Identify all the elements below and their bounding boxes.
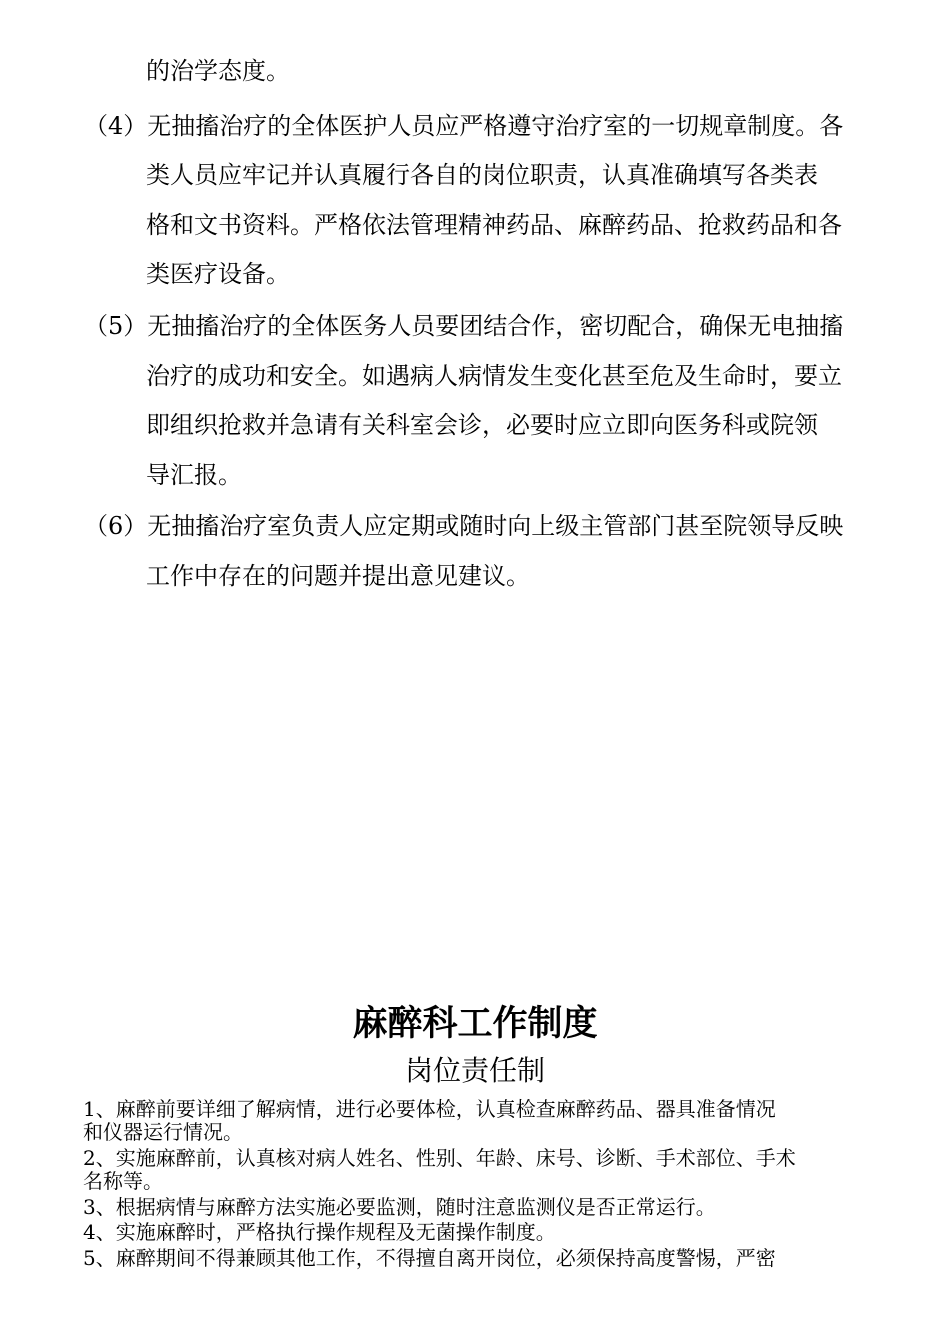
list-item: 2、实施麻醉前，认真核对病人姓名、性别、年龄、床号、诊断、手术部位、手术 bbox=[83, 1146, 796, 1170]
text-line: 即组织抢救并急请有关科室会诊，必要时应立即向医务科或院领 bbox=[146, 411, 818, 439]
list-item: 5、麻醉期间不得兼顾其他工作，不得擅自离开岗位，必须保持高度警惕，严密 bbox=[83, 1246, 776, 1270]
text-line: （5）无抽搐治疗的全体医务人员要团结合作，密切配合，确保无电抽搐 bbox=[84, 312, 844, 340]
text-line: 格和文书资料。严格依法管理精神药品、麻醉药品、抢救药品和各 bbox=[146, 211, 842, 239]
text-line: 类医疗设备。 bbox=[146, 260, 290, 288]
list-item: 和仪器运行情况。 bbox=[83, 1120, 243, 1144]
list-item: 3、根据病情与麻醉方法实施必要监测，随时注意监测仪是否正常运行。 bbox=[83, 1195, 716, 1219]
text-line: 治疗的成功和安全。如遇病人病情发生变化甚至危及生命时，要立 bbox=[146, 362, 842, 390]
text-line: 的治学态度。 bbox=[146, 57, 290, 85]
text-line: 导汇报。 bbox=[146, 461, 242, 489]
text-line: （4）无抽搐治疗的全体医护人员应严格遵守治疗室的一切规章制度。各 bbox=[84, 112, 844, 140]
list-item: 1、麻醉前要详细了解病情，进行必要体检，认真检查麻醉药品、器具准备情况 bbox=[83, 1097, 776, 1121]
list-item: 4、实施麻醉时，严格执行操作规程及无菌操作制度。 bbox=[83, 1220, 556, 1244]
text-line: 类人员应牢记并认真履行各自的岗位职责，认真准确填写各类表 bbox=[146, 161, 818, 189]
document-title: 麻醉科工作制度 bbox=[352, 1004, 598, 1044]
list-item: 名称等。 bbox=[83, 1169, 163, 1193]
text-line: （6）无抽搐治疗室负责人应定期或随时向上级主管部门甚至院领导反映 bbox=[84, 512, 844, 540]
text-line: 工作中存在的问题并提出意见建议。 bbox=[146, 562, 530, 590]
section-subtitle: 岗位责任制 bbox=[404, 1054, 545, 1087]
